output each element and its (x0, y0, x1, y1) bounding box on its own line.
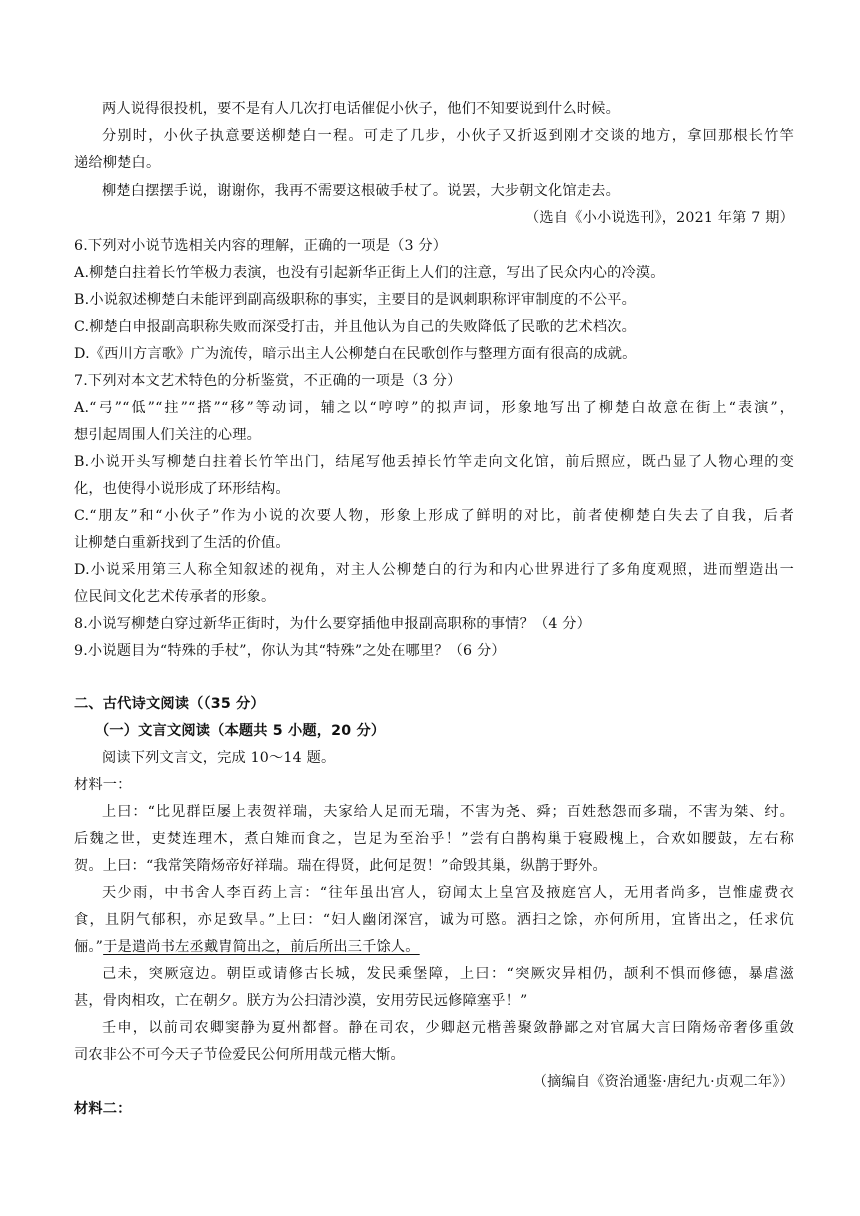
classical-text-line: 壬申，以前司农卿窦静为夏州都督。静在司农，少卿赵元楷善聚敛静鄙之对官属大言曰隋炀帝奢侈重敛 (102, 1020, 794, 1036)
question-7-option-a-cont: 想引起周围人们关注的心理。 (74, 427, 262, 443)
classical-text-line (74, 938, 794, 956)
story-source: （选自《小小说选刊》，2021 年第 7 期） (525, 210, 794, 226)
classical-text-line: 甚，骨肉相攻，亡在朝夕。朕方为公扫清沙漠，安用劳民远修障塞乎！” (74, 993, 528, 1009)
classical-text-line: 司农非公不可今天子节俭爱民公何所用哉元楷大惭。 (74, 1047, 405, 1063)
question-9: 9.小说题目为“特殊的手杖”，你认为其“特殊”之处在哪里？（6 分） (74, 643, 506, 659)
question-7-stem: 7.下列对本文艺术特色的分析鉴赏，不正确的一项是（3 分） (74, 373, 462, 389)
question-8: 8.小说写柳楚白穿过新华正街时，为什么要穿插他申报副高职称的事情？（4 分） (74, 616, 592, 632)
classical-text-line: 食，且阴气郁积，亦足致旱。”上曰：“妇人幽闭深宫，诚为可愍。洒扫之馀，亦何所用，宜皆出之，任求伉 (74, 912, 794, 928)
material-2-label: 材料二： (74, 1101, 132, 1117)
section-title: 二、古代诗文阅读（（35 分） (74, 696, 265, 712)
question-6-option-c: C.柳楚白申报副高职称失败而深受打击，并且他认为自己的失败降低了民歌的艺术档次。 (74, 319, 636, 335)
story-paragraph: 两人说得很投机，要不是有人几次打电话催促小伙子，他们不知要说到什么时候。 (102, 101, 620, 117)
question-6-stem: 6.下列对小说节选相关内容的理解，正确的一项是（3 分） (74, 238, 448, 254)
subsection-title: （一）文言文阅读（本题共 5 小题，20 分） (95, 723, 386, 739)
classical-text-fragment: 俪。” (74, 939, 104, 955)
story-paragraph: 柳楚白摆摆手说，谢谢你，我再不需要这根破手杖了。说罢，大步朝文化馆走去。 (102, 183, 620, 199)
question-6-option-a: A.柳楚白拄着长竹竿极力表演，也没有引起新华正街上人们的注意，写出了民众内心的冷漠。 (74, 265, 665, 281)
classical-text-line: 己未，突厥寇边。朝臣或请修古长城，发民乘堡障，上曰：“突厥灾异相仍，颉利不惧而修德，暴虐滋 (102, 966, 794, 982)
question-7-option-b-cont: 化，也使得小说形成了环形结构。 (74, 481, 290, 497)
classical-text-line: 天少雨，中书舍人李百药上言：“往年虽出宫人，窃闻太上皇宫及掖庭宫人，无用者尚多，岂惟虚费衣 (102, 885, 794, 901)
question-7-option-b: B.小说开头写柳楚白拄着长竹竿出门，结尾写他丢掉长竹竿走向文化馆，前后照应，既凸显了人物心理的变 (74, 454, 794, 470)
classical-text-line: 上曰：“比见群臣屡上表贺祥瑞，夫家给人足而无瑞，不害为尧、舜；百姓愁怨而多瑞，不害为桀、纣。 (102, 804, 794, 820)
question-7-option-d: D.小说采用第三人称全知叙述的视角，对主人公柳楚白的行为和内心世界进行了多角度观照，进而塑造出一 (74, 562, 794, 578)
story-paragraph-cont: 递给柳楚白。 (74, 155, 161, 171)
question-6-option-b: B.小说叙述柳楚白未能评到副高级职称的事实，主要目的是讽刺职称评审制度的不公平。 (74, 292, 637, 308)
instruction: 阅读下列文言文，完成 10～14 题。 (102, 750, 336, 766)
underlined-sentence: 于是遣尚书左丞戴胄简出之，前后所出三千馀人。 (103, 939, 420, 955)
question-7-option-c-cont: 让柳楚白重新找到了生活的价值。 (74, 535, 290, 551)
material-1-source: （摘编自《资治通鉴·唐纪九·贞观二年》） (532, 1074, 794, 1090)
question-7-option-d-cont: 位民间文化艺术传承者的形象。 (74, 589, 276, 605)
material-1-label: 材料一： (74, 777, 132, 793)
question-7-option-c: C.“朋友”和“小伙子”作为小说的次要人物，形象上形成了鲜明的对比，前者使柳楚白失去了自我，后者 (74, 508, 794, 524)
question-6-option-d: D.《西川方言歌》广为流传，暗示出主人公柳楚白在民歌创作与整理方面有很高的成就。 (74, 346, 637, 362)
question-7-option-a: A.“弓”“低”“拄”“搭”“移”等动词，辅之以“哼哼”的拟声词，形象地写出了柳楚白故意在街上“表演”， (74, 400, 794, 416)
classical-text-line: 后魏之世，吏焚连理木，煮白雉而食之，岂足为至治乎！”尝有白鹊构巢于寝殿槐上，合欢如腰鼓，左右称 (74, 831, 794, 847)
classical-text-line: 贺。上曰：“我常笑隋炀帝好祥瑞。瑞在得贤，此何足贺！”命毁其巢，纵鹊于野外。 (74, 858, 607, 874)
story-paragraph: 分别时，小伙子执意要送柳楚白一程。可走了几步，小伙子又折返到刚才交谈的地方，拿回那根长竹竿 (102, 128, 794, 144)
